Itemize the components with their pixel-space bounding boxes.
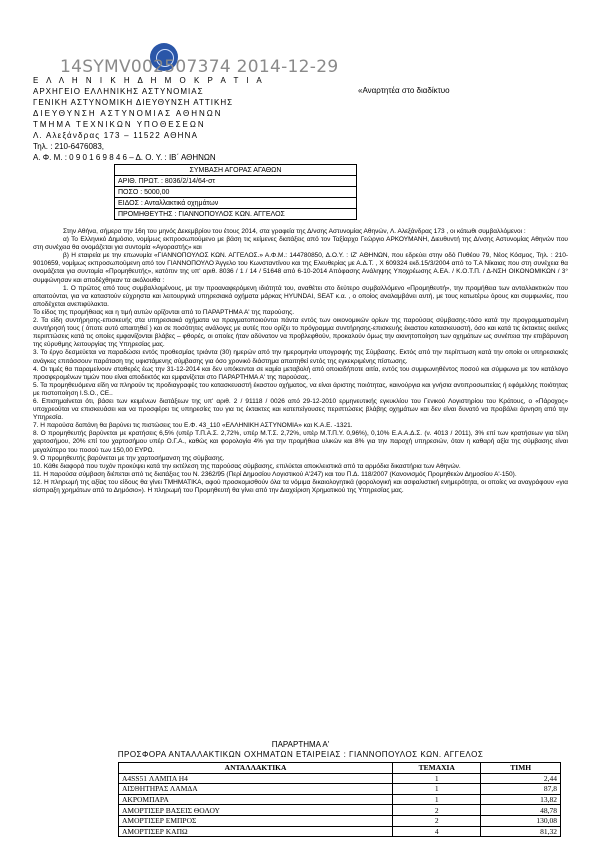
part-name: ΑΜΟΡΤΙΣΕΡ ΒΑΣΕΙΣ ΘΟΛΟΥ: [119, 805, 393, 816]
paragraph: α) Το Ελληνικό Δημόσιο, νομίμως εκπροσωπούμενο με βάση τις κείμενες διατάξεις από τον Ταξίαρχο Γεώργιο ΑΡΚΟΥΜΑΝΗ, Διευθυντή της Δ/νσης Αστυνομίας Αθηνών που στη συνέχεια θα ονομάζεται για συντομία «Αγοραστής» και: [33, 236, 568, 252]
paragraph: Το είδος της προμήθειας και η τιμή αυτών ορίζονται από το ΠΑΡΑΡΤΗΜΑ Α' της παρούσης.: [33, 308, 295, 316]
posting-note: «Αναρτητέα στο διαδίκτυο: [358, 86, 450, 95]
contract-title: ΣΥΜΒΑΣΗ ΑΓΟΡΑΣ ΑΓΑΘΩΝ: [115, 165, 357, 176]
part-price: 87,8: [481, 784, 561, 795]
header-phone: Τηλ. : 210-6476083,: [33, 142, 105, 151]
table-row: [119, 805, 561, 816]
table-row: [119, 784, 561, 795]
paragraph: 8. Ο προμηθευτής βαρύνεται με κρατήσεις 6,5% (υπέρ Τ.Π.Α.Σ. 2,72%, υπέρ Μ.Τ.Σ. 2,72%, υπέρ Μ.Τ.Π.Υ. 0,96%), 0,10% Ε.Α.Α.Δ.Σ. (ν. 4013 / 2011), 3% επί των κρατήσεων για τέλη χαρτοσήμου, 20% επί του χαρτοσήμου υπέρ Ο.Γ.Α., καθώς και φορολογία 4% για την προμήθεια υλικών και 8% για την παροχή υπηρεσιών, όταν η καθαρή αξία της σύμβασης είναι μεγαλύτερο του ποσού των 150,00 ΕΥΡΩ.: [33, 430, 568, 454]
paragraph: Στην Αθήνα, σήμερα την 16η του μηνός Δεκεμβρίου του έτους 2014, στα γραφεία της Δ/νσης Αστυνομίας Αθηνών, Λ. Αλεξάνδρας 173 , οι κάτωθι συμβαλλόμενοι :: [63, 228, 526, 235]
part-quantity: 4: [393, 826, 481, 837]
part-quantity: 1: [393, 794, 481, 805]
part-quantity: 2: [393, 815, 481, 826]
paragraph: 9. Ο προμηθευτής βαρύνεται με την χαρτοσήμανση της σύμβασης.: [33, 454, 225, 462]
part-quantity: 2: [393, 805, 481, 816]
paragraph: 4. Οι τιμές θα παραμείνουν σταθερές έως την 31-12-2014 και δεν υπόκεινται σε καμία μεταβολή από οποιαδήποτε αιτία, εντός του συμφωνηθέντος ποσού και σύμφωνα με τον κατάλογο προσφερομένων τιμών που είναι αποδεκτός και εμφανίζεται στο ΠΑΡΑΡΤΗΜΑ Α' της παρούσας..: [33, 365, 568, 381]
column-header-parts: ΑΝΤΑΛΛΑΚΤΙΚΑ: [119, 763, 393, 774]
table-row: [119, 826, 561, 837]
annex-heading: [33, 740, 568, 760]
part-quantity: 1: [393, 773, 481, 784]
contract-protocol: ΑΡΙΘ. ΠΡΩΤ. : 8036/2/14/64-στ: [115, 176, 357, 187]
paragraph: 3. Το έργο δεσμεύεται να παραδώσει εντός προθεσμίας τριάντα (30) ημερών από την ημερομηνία υπογραφής της Σύμβασης. Εκτός από την περίπτωση κατά την οποία οι υπηρεσιακές ανάγκες επιτάσσουν παράταση της υφιστάμενης σύμβασης για όσο χρονικό διάστημα απαιτηθεί εντός της εγκεκριμένης πίστωσης.: [33, 349, 568, 365]
header-address: Λ. Αλεξάνδρας 173 – 11522 ΑΘΗΝΑ: [33, 131, 199, 140]
contract-amount: ΠΟΣΟ : 5000,00: [115, 187, 357, 198]
header-tax-id: Α. Φ. Μ. : 0 9 0 1 6 9 8 4 6 – Δ. Ο. Υ. : ΙΒ΄ ΑΘΗΝΩΝ: [33, 153, 216, 162]
part-price: 81,32: [481, 826, 561, 837]
part-name: ΑΜΟΡΤΙΣΕΡ ΚΑΠΩ: [119, 826, 393, 837]
table-row: [119, 815, 561, 826]
document-stamp: 14SYMV002507374 2014-12-29: [60, 57, 339, 77]
part-name: ΑΙΣΘΗΤΗΡΑΣ ΛΑΜΔΑ: [119, 784, 393, 795]
paragraph: β) Η εταιρεία με την επωνυμία «ΓΙΑΝΝΟΠΟΥΛΟΣ ΚΩΝ. ΑΓΓΕΛΟΣ.» Α.Φ.Μ.: 144780850, Δ.Ο.Υ. : ΙΖ' ΑΘΗΝΩΝ, που εδρεύει στην οδό Πυθέου 79, Νέος Κόσμος, Τηλ. : 210-9010659, νομίμως εκπροσωπούμενη από τον ΓΙΑΝΝΟΠΟΥΛΟ Άγγελο του Κωνσταντίνου και της Ελευθερίας με Α.Δ.Τ. , Χ 609324 εκδ.15/3/2004 από το Τ.Α Νίκαιας που στη συνέχεια θα ονομάζεται για συντομία «Προμηθευτής», κατόπιν της υπ' αριθ. 8036 / 1 / 14 / 51648 από 6-10-2014 Απόφασης Ανάληψης Υποχρέωσης Α.ΕΑ. / Κ.Ο.Τ.Π. / Δ-ΝΣΗ ΟΙΚΟΝΟΜΙΚΩΝ / 3° συμφώνησαν και αποδέχθηκαν τα ακόλουθα :: [33, 252, 568, 284]
contract-supplier: ΠΡΟΜΗΘΕΥΤΗΣ : ΓΙΑΝΝΟΠΟΥΛΟΣ ΚΩΝ. ΑΓΓΕΛΟΣ: [115, 209, 357, 220]
header-directorate: ΔΙΕΥΘΥΝΣΗ ΑΣΤΥΝΟΜΙΑΣ ΑΘΗΝΩΝ: [33, 109, 223, 118]
column-header-price: ΤΙΜΗ: [481, 763, 561, 774]
contract-body: [33, 228, 568, 495]
paragraph: 7. Η παρούσα δαπάνη θα βαρύνει τις πιστώσεις του Ε.Φ. 43_110 «ΕΛΛΗΝΙΚΗ ΑΣΤΥΝΟΜΙΑ» και Κ.Α.Ε. -1321.: [33, 422, 353, 430]
header-department: ΤΜΗΜΑ ΤΕΧΝΙΚΩΝ ΥΠΟΘΕΣΕΩΝ: [33, 120, 206, 129]
annex-subtitle: ΠΡΟΣΦΟΡΑ ΑΝΤΑΛΛΑΚΤΙΚΩΝ ΟΧΗΜΑΤΩΝ ΕΤΑΙΡΕΙΑΣ : ΓΙΑΝΝΟΠΟΥΛΟΣ ΚΩΝ. ΑΓΓΕΛΟΣ: [117, 750, 484, 759]
part-price: 13,82: [481, 794, 561, 805]
part-name: Α4SS51 ΛΑΜΠΑ Η4: [119, 773, 393, 784]
part-name: ΑΚΡΟΜΠΑΡΑ: [119, 794, 393, 805]
part-price: 48,78: [481, 805, 561, 816]
paragraph: 6. Επισημαίνεται ότι, βάσει των κειμένων διατάξεων της υπ' αριθ. 2 / 91118 / 0026 από 29-12-2010 ερμηνευτικής εγκυκλίου του Γενικού Λογιστηρίου του Κράτους, ο «Πάροχος» υποχρεούται να επισκευάσει και να προσφέρει τις υπηρεσίες του για τις έκτακτες και κατεπείγουσες περιπτώσεις βλάβης οχημάτων και δεν είναι δυνατό να προβάλει άρνηση από την Υπηρεσία.: [33, 397, 568, 422]
contract-info-box: [114, 164, 357, 220]
paragraph: 11. Η παρούσα σύμβαση διέπεται από τις διατάξεις του Ν. 2362/95 (Περί Δημοσίου Λογιστικού Α'247) και του Π.Δ. 118/2007 (Κανονισμός Προμηθειών Δημοσίου Α'-150).: [33, 470, 517, 478]
header-police-hq: ΑΡΧΗΓΕΙΟ ΕΛΛΗΝΙΚΗΣ ΑΣΤΥΝΟΜΙΑΣ: [33, 87, 204, 96]
paragraph: 2. Τα είδη συντήρησης-επισκευής στα υπηρεσιακά οχήματα να πραγματοποιούνται πάντα εντός των οικονομικών ορίων της παρούσας σύμβασης-τόσο κατά την προγραμματισμένη συντήρησή τους ( όποτε αυτό απαιτηθεί ) και σε ποσότητες ανάλογες με αυτές που ορίζει το πρόγραμμα συντήρησης-επισκευής έκαστου κατασκευαστή, όσο και κατά τις έκτακτες εκείνες περιπτώσεις κατά τις οποίες εμφανίζονται βλάβες – φθορές, οι οποίες ήταν αδύνατον να προβλεφθούν, προκαλούν όμως την ακινητοποίηση των οχημάτων ως συνέπεια την επιβάρυνση της εύρυθμης λειτουργίας της Υπηρεσίας μας.: [33, 317, 568, 349]
paragraph: 1. Ο πρώτος από τους συμβαλλομένους, με την προαναφερόμενη ιδιότητά του, αναθέτει στο δεύτερο συμβαλλόμενο «Προμηθευτή», την προμήθεια των ανταλλακτικών που απαιτούνται, για να καταστούν εύχρηστα και λειτουργικά υπηρεσιακά οχήματα μάρκας HYUNDAI, SEAT κ.α. , ο οποίος αναλαμβάνει αυτή, με τους κατωτέρω όρους και συμφωνίες, που αποδέχεται ανεπιφύλακτα.: [33, 284, 568, 308]
part-price: 130,08: [481, 815, 561, 826]
part-quantity: 1: [393, 784, 481, 795]
part-name: ΑΜΟΡΤΙΣΕΡ ΕΜΠΡΟΣ: [119, 815, 393, 826]
table-row: [119, 773, 561, 784]
paragraph: 12. Η πληρωμή της αξίας του είδους θα γίνει ΤΜΗΜΑΤΙΚΑ, αφού προσκομισθούν όλα τα νόμιμα δικαιολογητικά (φορολογική και ασφαλιστική ενημερότητα, οι οποίες να αναγράφουν «για είσπραξη χρημάτων από το Δημόσιο»). Η πληρωμή του Προμηθευτή θα γίνει από την Διαχείριση Χρηματικού της Υπηρεσίας μας.: [33, 478, 568, 494]
table-row: [119, 794, 561, 805]
paragraph: 5. Τα προμηθευόμενα είδη να πληρούν τις προδιαγραφές του κατασκευαστή έκαστου οχήματος, να είναι άριστης ποιότητας, καινούργια και γνήσια αντιπροσωπείας ή εφάμιλλης ποιότητας με πιστοποίηση I.S.O., CE..: [33, 381, 568, 397]
part-price: 2,44: [481, 773, 561, 784]
column-header-quantity: ΤΕΜΑΧΙΑ: [393, 763, 481, 774]
contract-type: ΕΙΔΟΣ : Ανταλλακτικά οχημάτων: [115, 198, 357, 209]
parts-table: [118, 762, 561, 837]
header-general-directorate: ΓΕΝΙΚΗ ΑΣΤΥΝΟΜΙΚΗ ΔΙΕΥΘΥΝΣΗ ΑΤΤΙΚΗΣ: [33, 98, 234, 107]
table-header-row: [119, 763, 561, 774]
header-republic: Ε Λ Λ Η Ν Ι Κ Η Δ Η Μ Ο Κ Ρ Α Τ Ι Α: [33, 76, 265, 85]
annex-title: ΠΑΡΑΡΤΗΜΑ Α': [271, 740, 330, 749]
paragraph: 10. Κάθε διαφορά που τυχόν προκύψει κατά την εκτέλεση της παρούσας σύμβασης, επιλύεται αποκλειστικά από τα αρμόδια δικαστήρια των Αθηνών.: [33, 462, 461, 470]
